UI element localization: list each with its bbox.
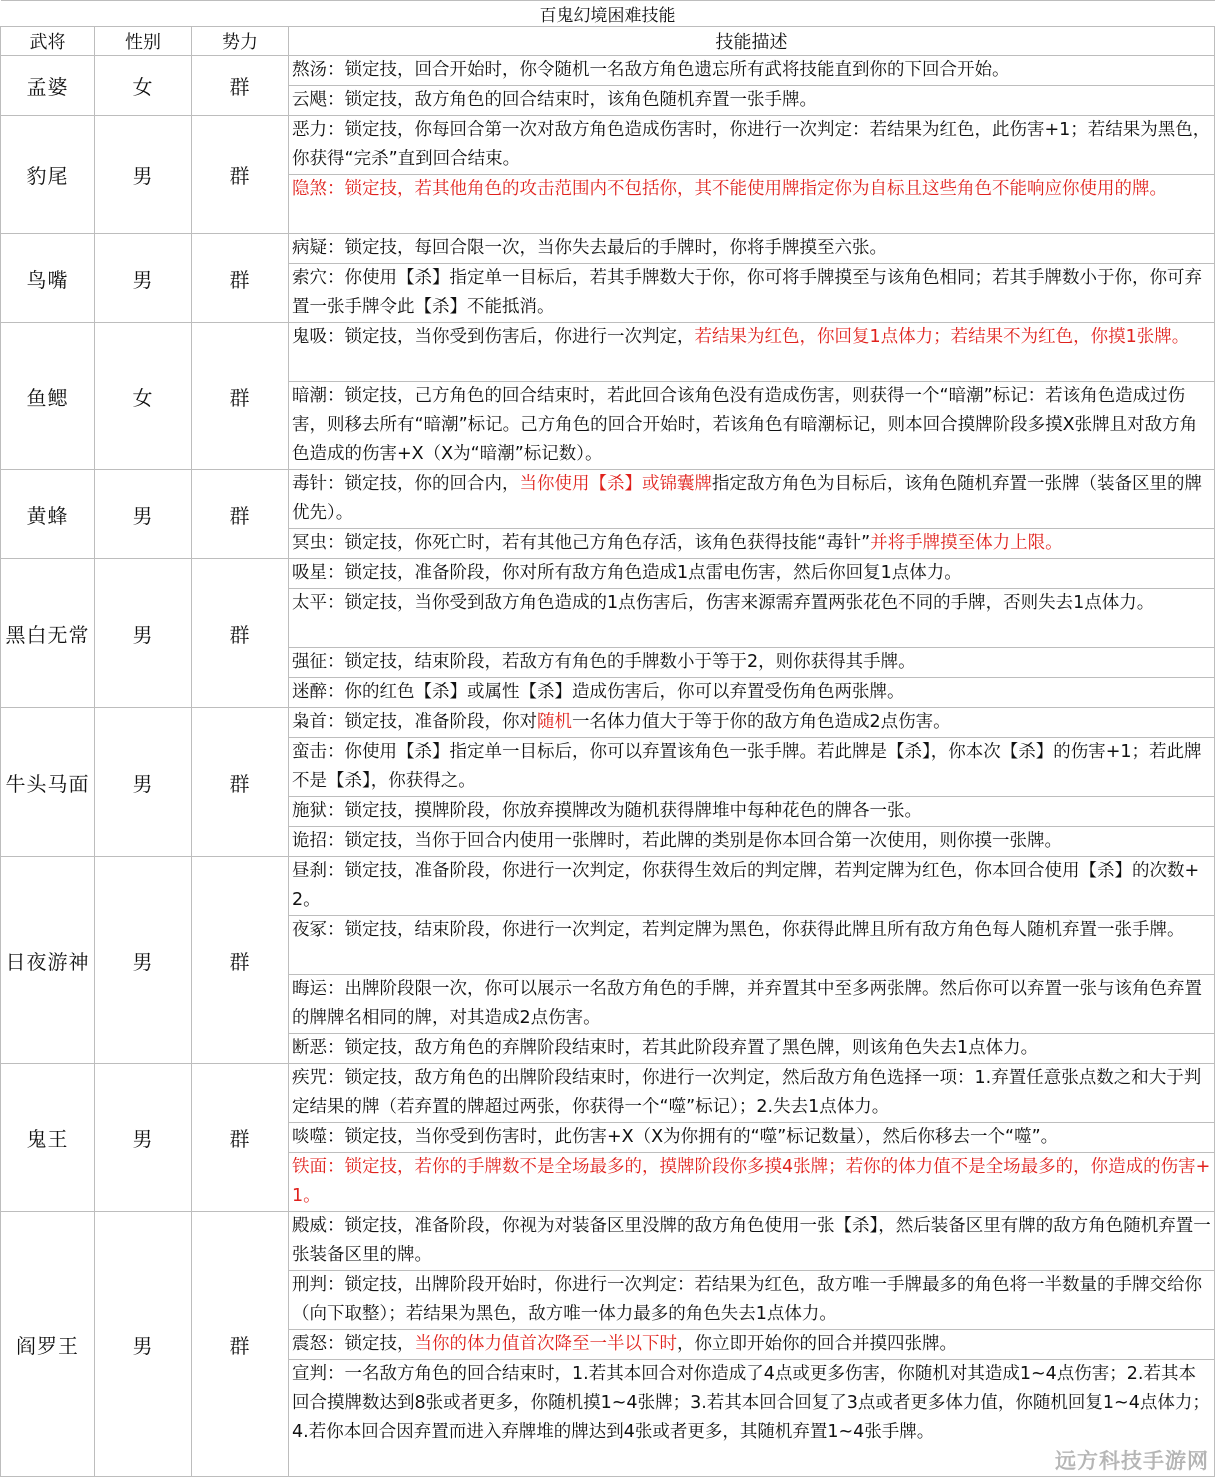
table-row bbox=[1, 1064, 1215, 1123]
skill-text: 一名体力值大于等于你的敌方角色造成2点伤害。 bbox=[572, 712, 951, 732]
skill-description bbox=[289, 738, 1215, 797]
skill-description bbox=[289, 175, 1215, 234]
skill-text: 太平：锁定技，当你受到敌方角色造成的1点伤害后，伤害来源需弃置两张花色不同的手牌，否则失去1点体力。 bbox=[292, 593, 1155, 613]
skill-text: 吸星：锁定技，准备阶段，你对所有敌方角色造成1点雷电伤害，然后你回复1点体力。 bbox=[292, 563, 962, 583]
skill-text: 索穴：你使用【杀】指定单一目标后，若其手牌数大于你，你可将手牌摸至与该角色相同；若其手牌数小于你，你可弃置一张手牌令此【杀】不能抵消。 bbox=[292, 268, 1202, 317]
skill-description bbox=[289, 708, 1215, 738]
skill-description bbox=[289, 678, 1215, 708]
skill-description bbox=[289, 1034, 1215, 1064]
general-faction: 群 bbox=[192, 1212, 289, 1477]
skill-text: 恶力：锁定技，你每回合第一次对敌方角色造成伤害时，你进行一次判定：若结果为红色，此伤害+1；若结果为黑色，你获得“完杀”直到回合结束。 bbox=[292, 120, 1211, 169]
skill-text: 断恶：锁定技，敌方角色的弃牌阶段结束时，若其此阶段弃置了黑色牌，则该角色失去1点体力。 bbox=[292, 1038, 1039, 1058]
highlighted-text: 当你使用【杀】或锦囊牌 bbox=[519, 474, 712, 494]
skill-description bbox=[289, 1271, 1215, 1330]
skill-text: 晦运：出牌阶段限一次，你可以展示一名敌方角色的手牌，并弃置其中至多两张牌。然后你可以弃置一张与该角色弃置的牌牌名相同的牌，对其造成2点伤害。 bbox=[292, 979, 1202, 1028]
general-name: 牛头马面 bbox=[1, 708, 95, 857]
skill-description bbox=[289, 975, 1215, 1034]
skill-text: 宣判：一名敌方角色的回合结束时，1.若其本回合对你造成了4点或更多伤害，你随机对其造成1~4点伤害；2.若其本回合摸牌数达到8张或者更多，你随机摸1~4张牌；3.若其本回合回复了3点或者更多体力值，你随机回复1~4点体力；4.若你本回合因弃置而进入弃牌堆的牌达到4张或者更多，其随机弃置1~4张手牌。 bbox=[292, 1364, 1210, 1442]
skill-description bbox=[289, 797, 1215, 827]
skill-text: 强征：锁定技，结束阶段，若敌方有角色的手牌数小于等于2，则你获得其手牌。 bbox=[292, 652, 916, 672]
general-faction: 群 bbox=[192, 708, 289, 857]
general-name: 鱼鳃 bbox=[1, 323, 95, 470]
skill-text: 熬汤：锁定技，回合开始时，你令随机一名敌方角色遗忘所有武将技能直到你的下回合开始。 bbox=[292, 60, 1010, 80]
skill-description bbox=[289, 1153, 1215, 1212]
general-faction: 群 bbox=[192, 470, 289, 559]
skill-text: ，你立即开始你的回合并摸四张牌。 bbox=[677, 1334, 957, 1354]
title-row bbox=[1, 1, 1215, 27]
watermark-logo: 远方科技手游网 bbox=[1055, 1449, 1209, 1473]
general-faction: 群 bbox=[192, 1064, 289, 1212]
skill-text: 啖噬：锁定技，当你受到伤害时，此伤害+X（X为你拥有的“噬”标记数量），然后你移去一个“噬”。 bbox=[292, 1127, 1059, 1147]
general-gender: 男 bbox=[95, 1212, 192, 1477]
skill-description bbox=[289, 234, 1215, 264]
header-faction: 势力 bbox=[192, 27, 289, 56]
skill-text: 震怒：锁定技， bbox=[292, 1334, 415, 1354]
skill-text: 指定敌方角色为目标后，该角色随机弃置一张牌（装备区里的牌优先）。 bbox=[292, 474, 1202, 523]
skill-text: 病疑：锁定技，每回合限一次，当你失去最后的手牌时，你将手牌摸至六张。 bbox=[292, 238, 887, 258]
skill-description bbox=[289, 827, 1215, 857]
header-row bbox=[1, 27, 1215, 56]
header-general: 武将 bbox=[1, 27, 95, 56]
table-row bbox=[1, 1212, 1215, 1271]
general-gender: 男 bbox=[95, 1064, 192, 1212]
general-gender: 男 bbox=[95, 559, 192, 708]
header-gender: 性别 bbox=[95, 27, 192, 56]
skill-text: 迷醉：你的红色【杀】或属性【杀】造成伤害后，你可以弃置受伤角色两张牌。 bbox=[292, 682, 905, 702]
table-row bbox=[1, 234, 1215, 264]
skill-description bbox=[289, 382, 1215, 470]
header-skills: 技能描述 bbox=[289, 27, 1215, 56]
general-gender: 女 bbox=[95, 56, 192, 116]
general-faction: 群 bbox=[192, 857, 289, 1064]
table-row bbox=[1, 116, 1215, 175]
skill-text: 隐煞：锁定技，若其他角色的攻击范围内不包括你，其不能使用牌指定你为自标且这些角色不能响应你使用的牌。 bbox=[292, 179, 1167, 199]
skill-text: 刑判：锁定技，出牌阶段开始时，你进行一次判定：若结果为红色，敌方唯一手牌最多的角色将一半数量的手牌交给你（向下取整）；若结果为黑色，敌方唯一体力最多的角色失去1点体力。 bbox=[292, 1275, 1202, 1324]
table-row bbox=[1, 470, 1215, 529]
skill-description bbox=[289, 56, 1215, 86]
skill-description bbox=[289, 116, 1215, 175]
general-gender: 男 bbox=[95, 234, 192, 323]
general-faction: 群 bbox=[192, 116, 289, 234]
skill-text: 冥虫：锁定技，你死亡时，若有其他己方角色存活，该角色获得技能“毒针” bbox=[292, 533, 871, 553]
general-gender: 男 bbox=[95, 470, 192, 559]
general-gender: 男 bbox=[95, 116, 192, 234]
general-name: 鸟嘴 bbox=[1, 234, 95, 323]
skill-description bbox=[289, 1212, 1215, 1271]
skill-text: 蛮击：你使用【杀】指定单一目标后，你可以弃置该角色一张手牌。若此牌是【杀】，你本次【杀】的伤害+1；若此牌不是【杀】，你获得之。 bbox=[292, 742, 1202, 791]
general-name: 鬼王 bbox=[1, 1064, 95, 1212]
skill-description bbox=[289, 470, 1215, 529]
table-row bbox=[1, 56, 1215, 86]
general-name: 阎罗王 bbox=[1, 1212, 95, 1477]
skill-description bbox=[289, 1064, 1215, 1123]
table-row bbox=[1, 323, 1215, 382]
highlighted-text: 随机 bbox=[537, 712, 572, 732]
table-row bbox=[1, 708, 1215, 738]
general-faction: 群 bbox=[192, 559, 289, 708]
skill-text: 鬼吸：锁定技，当你受到伤害后，你进行一次判定， bbox=[292, 327, 695, 347]
general-gender: 女 bbox=[95, 323, 192, 470]
general-name: 黄蜂 bbox=[1, 470, 95, 559]
skill-text: 夜冢：锁定技，结束阶段，你进行一次判定，若判定牌为黑色，你获得此牌且所有敌方角色每人随机弃置一张手牌。 bbox=[292, 920, 1185, 940]
skill-text: 云飓：锁定技，敌方角色的回合结束时，该角色随机弃置一张手牌。 bbox=[292, 90, 817, 110]
skill-text: 铁面：锁定技，若你的手牌数不是全场最多的，摸牌阶段你多摸4张牌；若你的体力值不是全场最多的，你造成的伤害+1。 bbox=[292, 1157, 1211, 1206]
general-name: 孟婆 bbox=[1, 56, 95, 116]
general-name: 黑白无常 bbox=[1, 559, 95, 708]
table-body bbox=[1, 56, 1215, 1477]
skill-description bbox=[289, 589, 1215, 648]
skill-description bbox=[289, 916, 1215, 975]
table-row bbox=[1, 857, 1215, 916]
skill-description bbox=[289, 529, 1215, 559]
skill-text: 昼刹：锁定技，准备阶段，你进行一次判定，你获得生效后的判定牌，若判定牌为红色，你本回合使用【杀】的次数+2。 bbox=[292, 861, 1200, 910]
general-gender: 男 bbox=[95, 857, 192, 1064]
skill-description bbox=[289, 86, 1215, 116]
highlighted-text: 并将手牌摸至体力上限。 bbox=[870, 533, 1063, 553]
general-name: 豹尾 bbox=[1, 116, 95, 234]
skill-text: 暗潮：锁定技，己方角色的回合结束时，若此回合该角色没有造成伤害，则获得一个“暗潮”标记：若该角色造成过伤害，则移去所有“暗潮”标记。己方角色的回合开始时，若该角色有暗潮标记，则本回合摸牌阶段多摸X张牌且对敌方角色造成的伤害+X（X为“暗潮”标记数）。 bbox=[292, 386, 1198, 464]
general-faction: 群 bbox=[192, 234, 289, 323]
skill-text: 毒针：锁定技，你的回合内， bbox=[292, 474, 520, 494]
skill-description bbox=[289, 648, 1215, 678]
skill-description bbox=[289, 559, 1215, 589]
skill-description bbox=[289, 264, 1215, 323]
skill-text: 枭首：锁定技，准备阶段，你对 bbox=[292, 712, 537, 732]
skill-description bbox=[289, 1123, 1215, 1153]
skill-description bbox=[289, 1330, 1215, 1360]
skill-description bbox=[289, 323, 1215, 382]
highlighted-text: 若结果为红色，你回复1点体力；若结果不为红色，你摸1张牌。 bbox=[694, 327, 1190, 347]
table-row bbox=[1, 559, 1215, 589]
general-gender: 男 bbox=[95, 708, 192, 857]
general-faction: 群 bbox=[192, 56, 289, 116]
skill-text: 诡招：锁定技，当你于回合内使用一张牌时，若此牌的类别是你本回合第一次使用，则你摸一张牌。 bbox=[292, 831, 1062, 851]
skill-description bbox=[289, 857, 1215, 916]
skill-text: 施狱：锁定技，摸牌阶段，你放弃摸牌改为随机获得牌堆中每种花色的牌各一张。 bbox=[292, 801, 922, 821]
general-name: 日夜游神 bbox=[1, 857, 95, 1064]
skill-text: 疾咒：锁定技，敌方角色的出牌阶段结束时，你进行一次判定，然后敌方角色选择一项：1.弃置任意张点数之和大于判定结果的牌（若弃置的牌超过两张，你获得一个“噬”标记）；2.失去1点体力。 bbox=[292, 1068, 1202, 1117]
skill-text: 殿威：锁定技，准备阶段，你视为对装备区里没牌的敌方角色使用一张【杀】，然后装备区里有牌的敌方角色随机弃置一张装备区里的牌。 bbox=[292, 1216, 1211, 1265]
sheet-title: 百鬼幻境困难技能 bbox=[1, 1, 1215, 27]
highlighted-text: 当你的体力值首次降至一半以下时 bbox=[414, 1334, 677, 1354]
general-faction: 群 bbox=[192, 323, 289, 470]
